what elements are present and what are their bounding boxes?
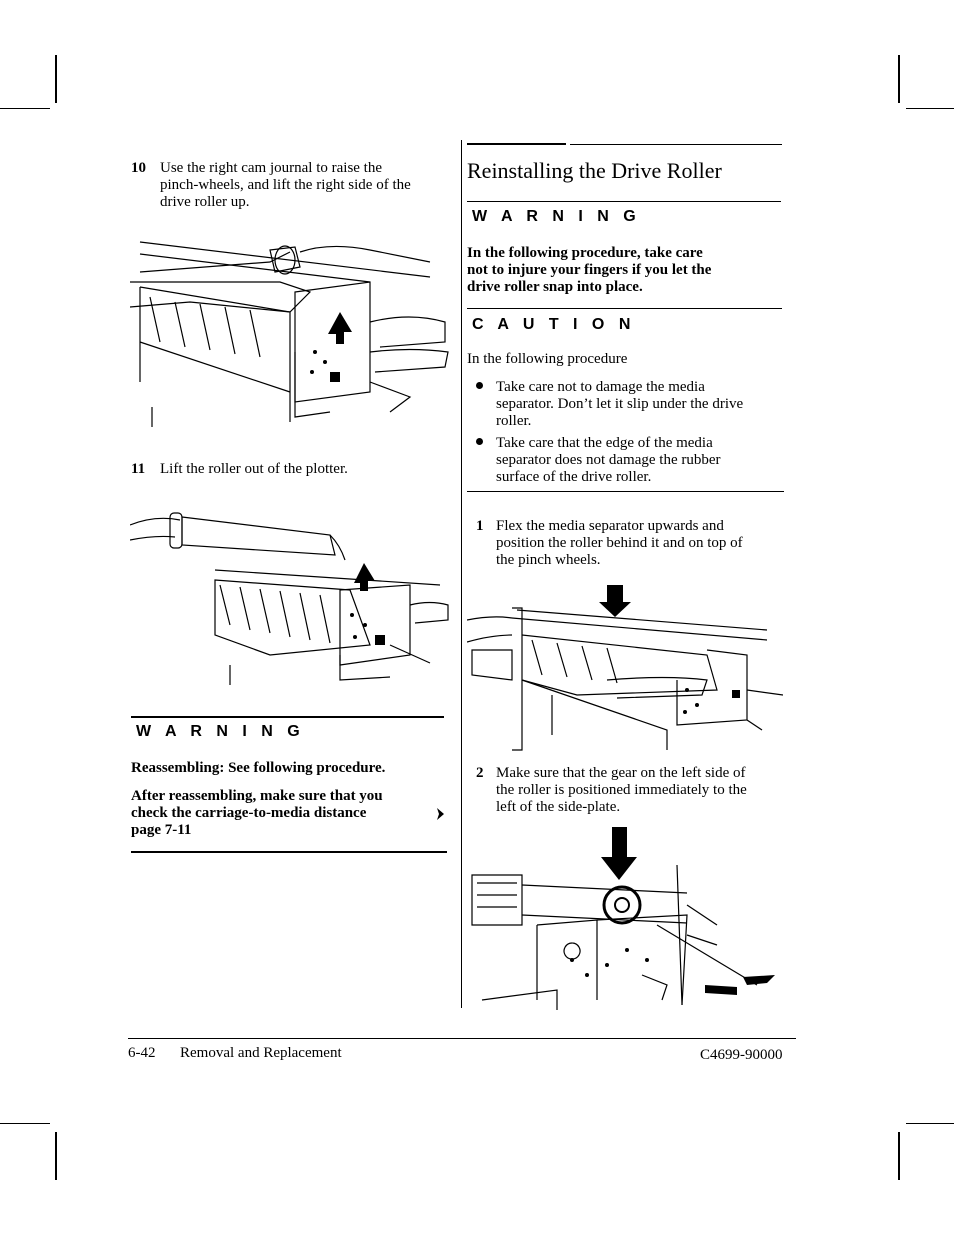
step-number: 1 [476, 518, 484, 534]
warning-text [131, 788, 456, 839]
text-line: not to injure your fingers if you let the [467, 262, 712, 278]
text-line: Take care not to damage the media [496, 379, 705, 395]
text-line: separator. Don’t let it slip under the drive [496, 396, 744, 412]
crop-mark [906, 1123, 954, 1124]
text-line: surface of the drive roller. [496, 469, 652, 485]
text-line: Flex the media separator upwards and [496, 518, 724, 534]
warning-rule-top [131, 716, 444, 718]
caution-intro: In the following procedure [467, 351, 628, 367]
footer-rule [128, 1038, 796, 1039]
text-line: drive roller up. [160, 194, 250, 210]
text-line: page 7-11 [131, 822, 192, 838]
warning-title: W A R N I N G [136, 723, 305, 740]
text-line: Take care that the edge of the media [496, 435, 713, 451]
text-line: drive roller snap into place. [467, 279, 643, 295]
figure-lift-roller [130, 505, 450, 690]
caution-bullet [496, 379, 801, 430]
crop-mark [898, 1132, 900, 1180]
caution-bullet [496, 435, 801, 486]
text-line: After reassembling, make sure that you [131, 788, 383, 804]
column-divider [461, 140, 462, 1008]
page-number: 6-42 [128, 1045, 156, 1061]
step-number: 11 [131, 461, 146, 477]
text-line: pinch-wheels, and lift the right side of the [160, 177, 411, 193]
text-line: In the following procedure, take care [467, 245, 703, 261]
text-line: separator does not damage the rubber [496, 452, 721, 468]
warning-text [467, 245, 797, 296]
text-line: Make sure that the gear on the left side of [496, 765, 746, 781]
title-rule-thick [467, 143, 566, 145]
figure-gear-position [467, 825, 783, 1010]
crop-mark [898, 55, 900, 103]
step-number: 2 [476, 765, 484, 781]
step-text: Lift the roller out of the plotter. [160, 461, 348, 477]
text-line-content: check the carriage-to-media distance [131, 805, 367, 821]
step-number: 10 [131, 160, 146, 176]
arrow-right-icon [436, 807, 446, 821]
caution-rule-bottom [467, 491, 784, 492]
figure-position-roller [467, 580, 783, 755]
text-line: position the roller behind it and on top of [496, 535, 743, 551]
warning-rule-bottom [131, 851, 447, 853]
text-line: Use the right cam journal to raise the [160, 160, 383, 176]
text-line: the roller is positioned immediately to the [496, 782, 747, 798]
warning-title: W A R N I N G [472, 208, 641, 225]
step-text [160, 160, 460, 211]
bullet-icon [476, 382, 483, 389]
title-rule-thin [570, 144, 782, 145]
figure-raise-roller [130, 232, 450, 432]
text-line [131, 805, 456, 822]
section-name: Removal and Replacement [180, 1045, 342, 1061]
bullet-icon [476, 438, 483, 445]
warning-text: Reassembling: See following procedure. [131, 760, 386, 776]
crop-mark [0, 1123, 50, 1124]
crop-mark [55, 1132, 57, 1180]
text-line: left of the side-plate. [496, 799, 621, 815]
step-text [496, 765, 801, 816]
text-line: the pinch wheels. [496, 552, 601, 568]
step-text [496, 518, 801, 569]
crop-mark [55, 55, 57, 103]
section-title: Reinstalling the Drive Roller [467, 158, 722, 183]
crop-mark [0, 108, 50, 109]
crop-mark [906, 108, 954, 109]
warning-rule-top [467, 201, 781, 202]
caution-rule-top [467, 308, 782, 309]
caution-title: C A U T I O N [472, 316, 636, 333]
text-line: roller. [496, 413, 532, 429]
doc-number: C4699-90000 [700, 1047, 783, 1063]
